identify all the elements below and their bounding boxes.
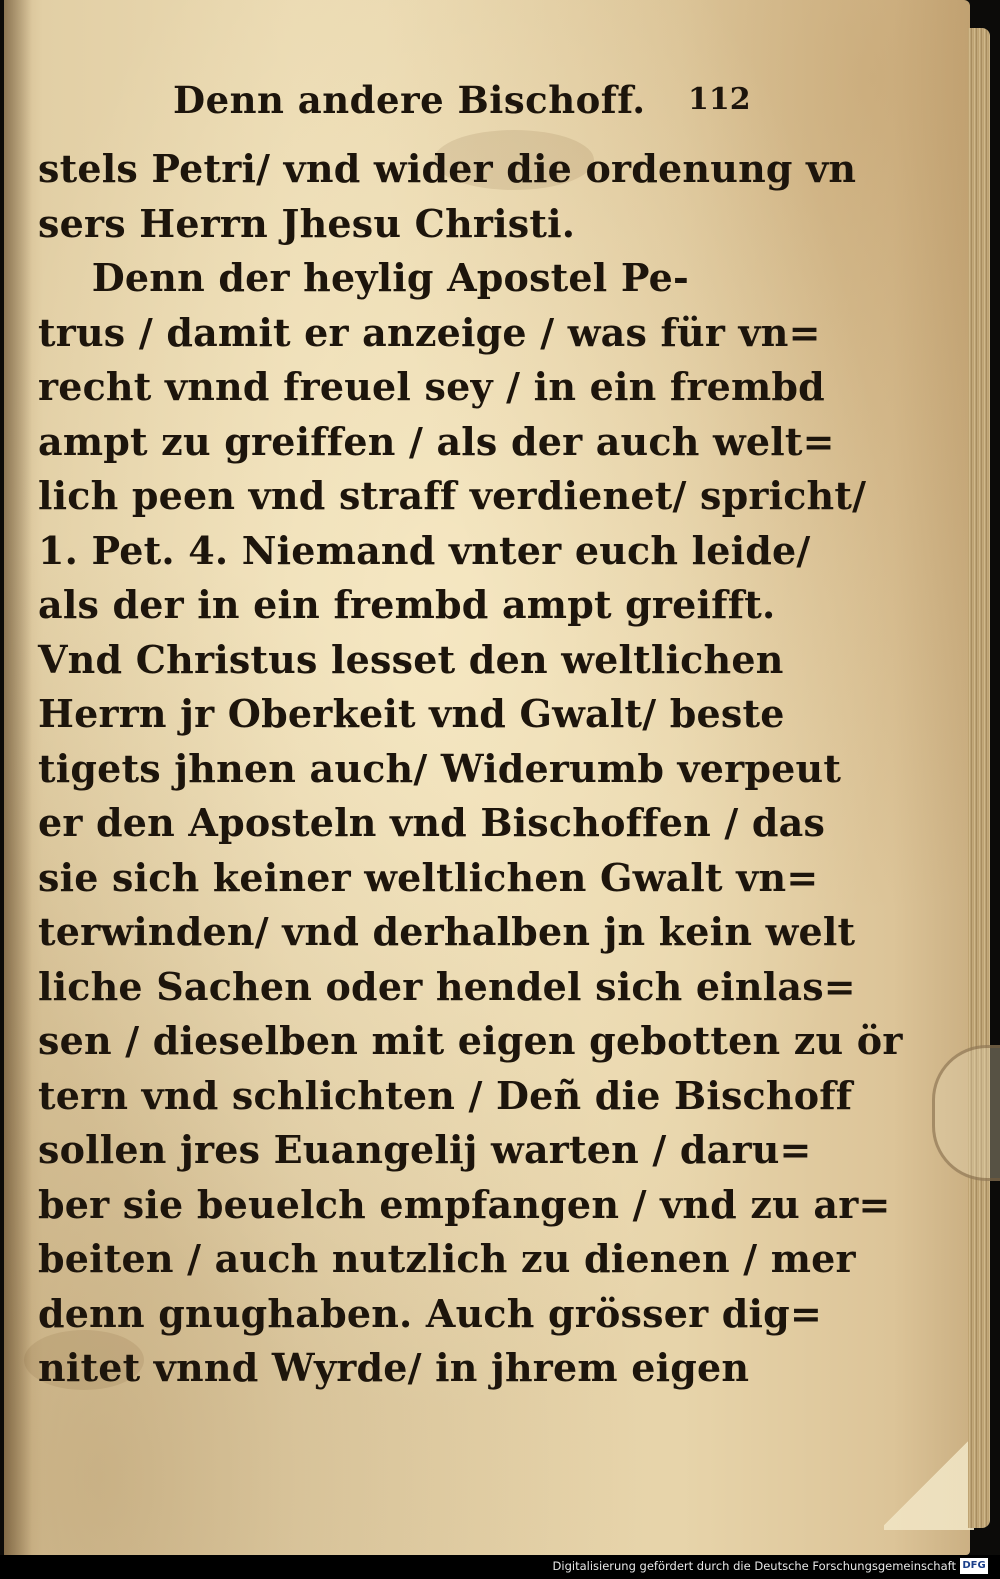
text-line: denn gnughaben. Auch grösser dig= (38, 1290, 822, 1336)
text-line: tern vnd schlichten / Deñ die Bischoff (38, 1072, 853, 1118)
text-line: sie sich keiner weltlichen Gwalt vn= (38, 854, 819, 900)
body-text (38, 142, 903, 1396)
footer-bar (0, 1555, 1000, 1579)
text-line: sers Herrn Jhesu Christi. (38, 200, 576, 246)
book-page (4, 0, 970, 1555)
gutter-shadow (4, 0, 32, 1555)
text-line: als der in ein frembd ampt greifft. (38, 582, 776, 627)
page-number: 112 (688, 82, 751, 117)
text-line: lich peen vnd straff verdienet/ spricht/ (38, 473, 867, 518)
folded-corner (884, 1430, 974, 1530)
text-line: Denn der heylig Apostel Pe- (38, 255, 689, 300)
text-line: liche Sachen oder hendel sich einlas= (38, 963, 856, 1009)
text-line: terwinden/ vnd derhalben jn kein welt (38, 909, 856, 954)
text-line: nitet vnnd Wyrde/ in jhrem eigen (38, 1345, 750, 1390)
funding-credit: Digitalisierung gefördert durch die Deutsche Forschungsgemeinschaft (552, 1559, 956, 1573)
page-header (38, 78, 758, 142)
text-line: stels Petri/ vnd wider die ordenung vn (38, 146, 857, 191)
text-line: beiten / auch nutzlich zu dienen / mer (38, 1236, 856, 1281)
text-line: Vnd Christus lesset den weltlichen (38, 636, 784, 682)
text-line: trus / damit er anzeige / was für vn= (38, 309, 821, 355)
text-line: 1. Pet. 4. Niemand vnter euch leide/ (38, 527, 811, 573)
text-line: sollen jres Euangelij warten / daru= (38, 1127, 812, 1172)
page-edges (968, 28, 990, 1528)
text-line: ber sie beuelch empfangen / vnd zu ar= (38, 1181, 891, 1227)
text-line: er den Aposteln vnd Bischoffen / das (38, 800, 826, 845)
text-line: tigets jhnen auch/ Widerumb verpeut (38, 745, 842, 791)
text-line: recht vnnd freuel sey / in ein frembd (38, 364, 825, 409)
running-title: Denn andere Bischoff. (173, 78, 646, 122)
text-line: sen / dieselben mit eigen gebotten zu ör (38, 1018, 903, 1063)
text-line: Herrn jr Oberkeit vnd Gwalt/ beste (38, 691, 785, 736)
text-line: ampt zu greiffen / als der auch welt= (38, 418, 835, 464)
text-block (38, 78, 903, 1396)
dfg-logo: DFG (960, 1558, 988, 1574)
